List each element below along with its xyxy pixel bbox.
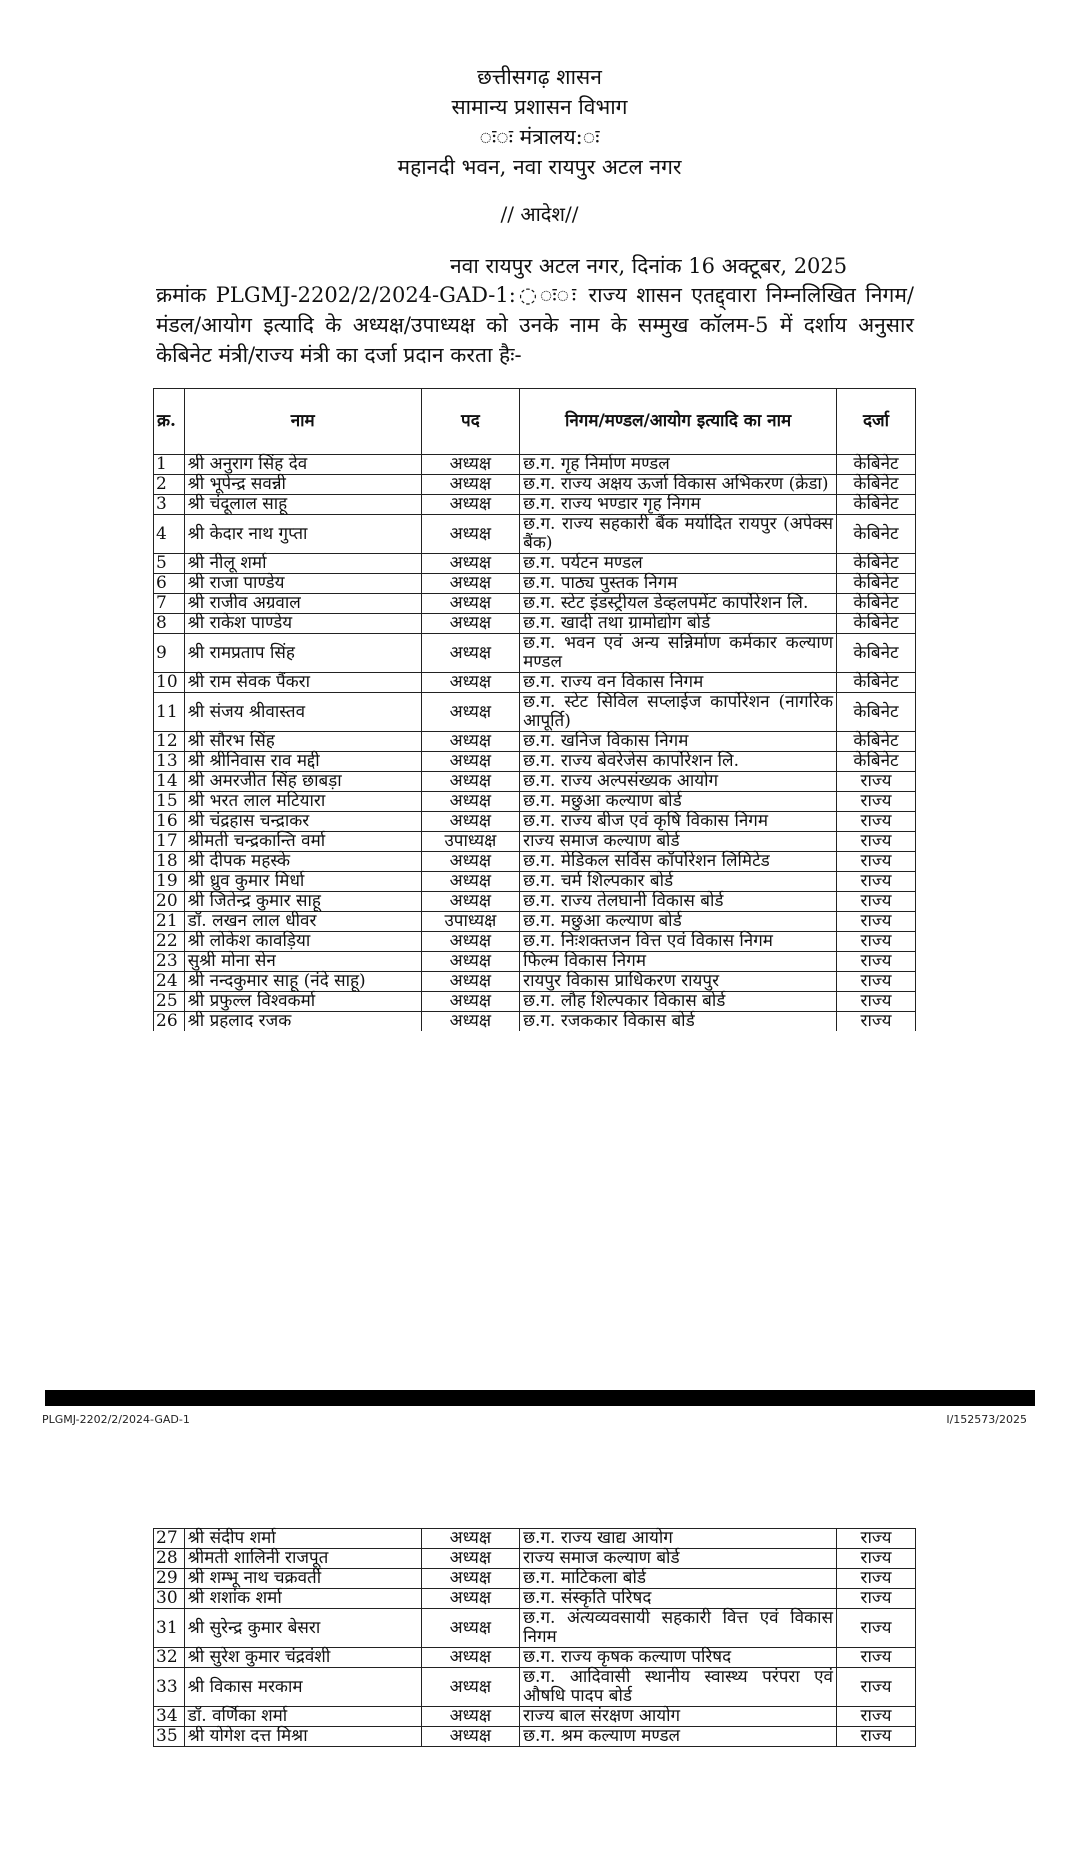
rank-cell: केबिनेट xyxy=(837,752,916,772)
table-row xyxy=(154,1549,916,1569)
serial-number-cell: 12 xyxy=(154,732,185,752)
serial-number-cell: 13 xyxy=(154,752,185,772)
organization-cell: छ.ग. भवन एवं अन्य सन्निर्माण कर्मकार कल्याण मण्डल xyxy=(520,634,837,673)
name-cell: श्री राम सेवक पैंकरा xyxy=(184,673,421,693)
table-row xyxy=(154,1648,916,1668)
rank-cell: राज्य xyxy=(837,872,916,892)
footer-file-number: PLGMJ-2202/2/2024-GAD-1 xyxy=(42,1413,190,1426)
post-cell: अध्यक्ष xyxy=(421,475,519,495)
post-cell: अध्यक्ष xyxy=(421,752,519,772)
post-cell: अध्यक्ष xyxy=(421,772,519,792)
serial-number-cell: 24 xyxy=(154,972,185,992)
post-cell: अध्यक्ष xyxy=(421,574,519,594)
serial-number-cell: 35 xyxy=(154,1727,185,1747)
name-cell: श्री शशांक शर्मा xyxy=(184,1589,421,1609)
table-row xyxy=(154,594,916,614)
name-cell: श्रीमती शालिनी राजपूत xyxy=(184,1549,421,1569)
rank-cell: केबिनेट xyxy=(837,475,916,495)
rank-cell: राज्य xyxy=(837,912,916,932)
organization-cell: छ.ग. चर्म शिल्पकार बोर्ड xyxy=(520,872,837,892)
rank-cell: राज्य xyxy=(837,1012,916,1032)
post-cell: अध्यक्ष xyxy=(421,594,519,614)
serial-number-cell: 1 xyxy=(154,455,185,475)
table-row xyxy=(154,1668,916,1707)
table-row xyxy=(154,455,916,475)
organization-cell: छ.ग. खनिज विकास निगम xyxy=(520,732,837,752)
rank-cell: राज्य xyxy=(837,772,916,792)
post-cell: अध्यक्ष xyxy=(421,892,519,912)
table-row xyxy=(154,673,916,693)
post-cell: अध्यक्ष xyxy=(421,455,519,475)
post-cell: अध्यक्ष xyxy=(421,792,519,812)
organization-cell: छ.ग. मछुआ कल्याण बोर्ड xyxy=(520,792,837,812)
letterhead-government: छत्तीसगढ़ शासन xyxy=(477,65,602,89)
header-organization: निगम/मण्डल/आयोग इत्यादि का नाम xyxy=(520,389,837,455)
post-cell: अध्यक्ष xyxy=(421,972,519,992)
post-cell: अध्यक्ष xyxy=(421,932,519,952)
serial-number-cell: 8 xyxy=(154,614,185,634)
rank-cell: केबिनेट xyxy=(837,634,916,673)
table-row xyxy=(154,574,916,594)
post-cell: अध्यक्ष xyxy=(421,673,519,693)
name-cell: डॉ. लखन लाल धीवर xyxy=(184,912,421,932)
footer-receipt-number: I/152573/2025 xyxy=(946,1413,1027,1426)
letterhead-address: महानदी भवन, नवा रायपुर अटल नगर xyxy=(397,155,682,179)
table-row xyxy=(154,912,916,932)
serial-number-cell: 17 xyxy=(154,832,185,852)
name-cell: श्री भूपेन्द्र सवन्नी xyxy=(184,475,421,495)
organization-cell: छ.ग. राज्य भण्डार गृह निगम xyxy=(520,495,837,515)
header-rank: दर्जा xyxy=(837,389,916,455)
name-cell: सुश्री मोना सेन xyxy=(184,952,421,972)
table-header-row xyxy=(154,389,916,455)
rank-cell: केबिनेट xyxy=(837,554,916,574)
table-body-page-1 xyxy=(154,455,916,1032)
serial-number-cell: 34 xyxy=(154,1707,185,1727)
organization-cell: छ.ग. राज्य कृषक कल्याण परिषद xyxy=(520,1648,837,1668)
rank-cell: राज्य xyxy=(837,1529,916,1549)
rank-cell: राज्य xyxy=(837,1707,916,1727)
organization-cell: छ.ग. रजककार विकास बोर्ड xyxy=(520,1012,837,1032)
rank-cell: राज्य xyxy=(837,932,916,952)
order-intro-paragraph: क्रमांक PLGMJ-2202/2/2024-GAD-1:◌ः◌ः राज्य शासन एतद्द्वारा निम्नलिखित निगम/मंडल/आयोग इत्यादि के अध्यक्ष/उपाध्यक्ष को उनके नाम के सम्मुख कॉलम-5 में दर्शाय अनुसार केबिनेट मंत्री/राज्य मंत्री का दर्जा प्रदान करता हैः- xyxy=(156,283,914,367)
header-post: पद xyxy=(421,389,519,455)
table-row xyxy=(154,872,916,892)
name-cell: श्री लोकेश कावड़िया xyxy=(184,932,421,952)
table-body-page-2 xyxy=(154,1529,916,1747)
rank-cell: केबिनेट xyxy=(837,495,916,515)
table-row xyxy=(154,554,916,574)
table-row xyxy=(154,792,916,812)
name-cell: श्री सुरेन्द्र कुमार बेसरा xyxy=(184,1609,421,1648)
serial-number-cell: 31 xyxy=(154,1609,185,1648)
name-cell: श्री सौरभ सिंह xyxy=(184,732,421,752)
post-cell: अध्यक्ष xyxy=(421,1609,519,1648)
header-name: नाम xyxy=(184,389,421,455)
post-cell: अध्यक्ष xyxy=(421,693,519,732)
post-cell: अध्यक्ष xyxy=(421,1589,519,1609)
organization-cell: फिल्म विकास निगम xyxy=(520,952,837,972)
organization-cell: छ.ग. राज्य खाद्य आयोग xyxy=(520,1529,837,1549)
name-cell: श्री सुरेश कुमार चंद्रवंशी xyxy=(184,1648,421,1668)
name-cell: श्री केदार नाथ गुप्ता xyxy=(184,515,421,554)
post-cell: अध्यक्ष xyxy=(421,495,519,515)
serial-number-cell: 16 xyxy=(154,812,185,832)
organization-cell: छ.ग. राज्य बीज एवं कृषि विकास निगम xyxy=(520,812,837,832)
post-cell: अध्यक्ष xyxy=(421,1012,519,1032)
serial-number-cell: 15 xyxy=(154,792,185,812)
table-row xyxy=(154,1727,916,1747)
table-row xyxy=(154,515,916,554)
rank-cell: राज्य xyxy=(837,1648,916,1668)
serial-number-cell: 2 xyxy=(154,475,185,495)
post-cell: अध्यक्ष xyxy=(421,732,519,752)
name-cell: श्री चंदूलाल साहू xyxy=(184,495,421,515)
post-cell: अध्यक्ष xyxy=(421,554,519,574)
table-row xyxy=(154,992,916,1012)
serial-number-cell: 27 xyxy=(154,1529,185,1549)
name-cell: श्री नीलू शर्मा xyxy=(184,554,421,574)
table-row xyxy=(154,693,916,732)
post-cell: अध्यक्ष xyxy=(421,812,519,832)
serial-number-cell: 33 xyxy=(154,1668,185,1707)
table-row xyxy=(154,1609,916,1648)
post-cell: अध्यक्ष xyxy=(421,634,519,673)
name-cell: श्री राकेश पाण्डेय xyxy=(184,614,421,634)
name-cell: श्री राजा पाण्डेय xyxy=(184,574,421,594)
name-cell: श्री संजय श्रीवास्तव xyxy=(184,693,421,732)
name-cell: श्री विकास मरकाम xyxy=(184,1668,421,1707)
rank-cell: केबिनेट xyxy=(837,515,916,554)
appointments-table-page-1 xyxy=(153,388,916,1031)
table-row xyxy=(154,812,916,832)
post-cell: अध्यक्ष xyxy=(421,1529,519,1549)
serial-number-cell: 10 xyxy=(154,673,185,693)
rank-cell: राज्य xyxy=(837,792,916,812)
rank-cell: राज्य xyxy=(837,1727,916,1747)
name-cell: श्री जितेन्द्र कुमार साहू xyxy=(184,892,421,912)
appointments-table-page-2 xyxy=(153,1528,916,1747)
serial-number-cell: 11 xyxy=(154,693,185,732)
rank-cell: केबिनेट xyxy=(837,574,916,594)
post-cell: अध्यक्ष xyxy=(421,1727,519,1747)
post-cell: अध्यक्ष xyxy=(421,1707,519,1727)
name-cell: श्री योगेश दत्त मिश्रा xyxy=(184,1727,421,1747)
post-cell: अध्यक्ष xyxy=(421,515,519,554)
rank-cell: राज्य xyxy=(837,832,916,852)
organization-cell: राज्य बाल संरक्षण आयोग xyxy=(520,1707,837,1727)
serial-number-cell: 28 xyxy=(154,1549,185,1569)
rank-cell: राज्य xyxy=(837,952,916,972)
rank-cell: केबिनेट xyxy=(837,455,916,475)
post-cell: उपाध्यक्ष xyxy=(421,912,519,932)
name-cell: श्री भरत लाल मटियारा xyxy=(184,792,421,812)
order-title: // आदेश// xyxy=(500,202,579,226)
rank-cell: राज्य xyxy=(837,1569,916,1589)
serial-number-cell: 32 xyxy=(154,1648,185,1668)
organization-cell: छ.ग. राज्य अक्षय ऊर्जा विकास अभिकरण (क्रेडा) xyxy=(520,475,837,495)
post-cell: अध्यक्ष xyxy=(421,1569,519,1589)
name-cell: श्री चंद्रहास चन्द्राकर xyxy=(184,812,421,832)
page-separator xyxy=(45,1390,1035,1406)
post-cell: अध्यक्ष xyxy=(421,872,519,892)
rank-cell: राज्य xyxy=(837,1549,916,1569)
organization-cell: छ.ग. स्टेट सिविल सप्लाईज कार्पोरेशन (नागरिक आपूर्ति) xyxy=(520,693,837,732)
post-cell: अध्यक्ष xyxy=(421,614,519,634)
table-row xyxy=(154,1707,916,1727)
table-row xyxy=(154,495,916,515)
post-cell: अध्यक्ष xyxy=(421,1648,519,1668)
rank-cell: केबिनेट xyxy=(837,732,916,752)
serial-number-cell: 4 xyxy=(154,515,185,554)
table-row xyxy=(154,752,916,772)
table-row xyxy=(154,852,916,872)
rank-cell: केबिनेट xyxy=(837,594,916,614)
organization-cell: छ.ग. खादी तथा ग्रामोद्योग बोर्ड xyxy=(520,614,837,634)
table-row xyxy=(154,475,916,495)
organization-cell: राज्य समाज कल्याण बोर्ड xyxy=(520,1549,837,1569)
header-serial-number: क्र. xyxy=(154,389,185,455)
table-row xyxy=(154,1589,916,1609)
organization-cell: छ.ग. संस्कृति परिषद xyxy=(520,1589,837,1609)
organization-cell: छ.ग. राज्य अल्पसंख्यक आयोग xyxy=(520,772,837,792)
serial-number-cell: 25 xyxy=(154,992,185,1012)
table-row xyxy=(154,772,916,792)
table-row xyxy=(154,634,916,673)
serial-number-cell: 3 xyxy=(154,495,185,515)
organization-cell: छ.ग. आदिवासी स्थानीय स्वास्थ्य परंपरा एवं औषधि पादप बोर्ड xyxy=(520,1668,837,1707)
name-cell: श्रीमती चन्द्रकान्ति वर्मा xyxy=(184,832,421,852)
table-row xyxy=(154,1529,916,1549)
table-row xyxy=(154,1012,916,1032)
serial-number-cell: 14 xyxy=(154,772,185,792)
letterhead-ministry: ◌ः◌ः मंत्रालय:◌ः xyxy=(479,125,600,149)
rank-cell: राज्य xyxy=(837,1609,916,1648)
name-cell: श्री नन्दकुमार साहू (नंदे साहू) xyxy=(184,972,421,992)
serial-number-cell: 9 xyxy=(154,634,185,673)
serial-number-cell: 26 xyxy=(154,1012,185,1032)
serial-number-cell: 6 xyxy=(154,574,185,594)
organization-cell: छ.ग. मछुआ कल्याण बोर्ड xyxy=(520,912,837,932)
name-cell: श्री अमरजीत सिंह छाबड़ा xyxy=(184,772,421,792)
post-cell: अध्यक्ष xyxy=(421,1549,519,1569)
table-row xyxy=(154,972,916,992)
post-cell: अध्यक्ष xyxy=(421,952,519,972)
table-row xyxy=(154,1569,916,1589)
organization-cell: छ.ग. अंत्यव्यवसायी सहकारी वित्त एवं विकास निगम xyxy=(520,1609,837,1648)
table-row xyxy=(154,932,916,952)
name-cell: श्री श्रीनिवास राव मद्दी xyxy=(184,752,421,772)
serial-number-cell: 5 xyxy=(154,554,185,574)
name-cell: श्री संदीप शर्मा xyxy=(184,1529,421,1549)
table-row xyxy=(154,952,916,972)
rank-cell: राज्य xyxy=(837,1668,916,1707)
organization-cell: छ.ग. लौह शिल्पकार विकास बोर्ड xyxy=(520,992,837,1012)
rank-cell: राज्य xyxy=(837,812,916,832)
organization-cell: छ.ग. निःशक्तजन वित्त एवं विकास निगम xyxy=(520,932,837,952)
rank-cell: राज्य xyxy=(837,992,916,1012)
name-cell: श्री राजीव अग्रवाल xyxy=(184,594,421,614)
table-row xyxy=(154,892,916,912)
serial-number-cell: 22 xyxy=(154,932,185,952)
post-cell: अध्यक्ष xyxy=(421,992,519,1012)
name-cell: श्री रामप्रताप सिंह xyxy=(184,634,421,673)
rank-cell: राज्य xyxy=(837,892,916,912)
post-cell: अध्यक्ष xyxy=(421,1668,519,1707)
rank-cell: राज्य xyxy=(837,972,916,992)
table-row xyxy=(154,614,916,634)
post-cell: उपाध्यक्ष xyxy=(421,832,519,852)
serial-number-cell: 20 xyxy=(154,892,185,912)
name-cell: श्री ध्रुव कुमार मिर्धा xyxy=(184,872,421,892)
rank-cell: केबिनेट xyxy=(837,673,916,693)
name-cell: डॉ. वर्णिका शर्मा xyxy=(184,1707,421,1727)
letterhead-department: सामान्य प्रशासन विभाग xyxy=(451,95,628,119)
organization-cell: छ.ग. पाठ्य पुस्तक निगम xyxy=(520,574,837,594)
organization-cell: छ.ग. मेडिकल सर्विस कॉर्पोरेशन लिमिटेड xyxy=(520,852,837,872)
serial-number-cell: 29 xyxy=(154,1569,185,1589)
rank-cell: केबिनेट xyxy=(837,693,916,732)
serial-number-cell: 21 xyxy=(154,912,185,932)
rank-cell: राज्य xyxy=(837,852,916,872)
organization-cell: छ.ग. स्टेट इंडस्ट्रीयल डेव्हलपमेंट कार्पोरेशन लि. xyxy=(520,594,837,614)
organization-cell: छ.ग. माटिकला बोर्ड xyxy=(520,1569,837,1589)
organization-cell: छ.ग. राज्य सहकारी बैंक मर्यादित रायपुर (अपेक्स बैंक) xyxy=(520,515,837,554)
organization-cell: छ.ग. श्रम कल्याण मण्डल xyxy=(520,1727,837,1747)
name-cell: श्री प्रफुल्ल विश्वकर्मा xyxy=(184,992,421,1012)
table-row xyxy=(154,732,916,752)
serial-number-cell: 30 xyxy=(154,1589,185,1609)
serial-number-cell: 23 xyxy=(154,952,185,972)
order-dateline: नवा रायपुर अटल नगर, दिनांक 16 अक्टूबर, 2025 xyxy=(450,254,848,278)
serial-number-cell: 7 xyxy=(154,594,185,614)
organization-cell: छ.ग. राज्य वन विकास निगम xyxy=(520,673,837,693)
organization-cell: राज्य समाज कल्याण बोर्ड xyxy=(520,832,837,852)
organization-cell: छ.ग. राज्य तेलघानी विकास बोर्ड xyxy=(520,892,837,912)
serial-number-cell: 19 xyxy=(154,872,185,892)
organization-cell: छ.ग. गृह निर्माण मण्डल xyxy=(520,455,837,475)
serial-number-cell: 18 xyxy=(154,852,185,872)
post-cell: अध्यक्ष xyxy=(421,852,519,872)
letterhead xyxy=(0,62,1079,182)
name-cell: श्री प्रहलाद रजक xyxy=(184,1012,421,1032)
name-cell: श्री दीपक महस्के xyxy=(184,852,421,872)
name-cell: श्री शम्भू नाथ चक्रवर्ती xyxy=(184,1569,421,1589)
name-cell: श्री अनुराग सिंह देव xyxy=(184,455,421,475)
rank-cell: केबिनेट xyxy=(837,614,916,634)
organization-cell: रायपुर विकास प्राधिकरण रायपुर xyxy=(520,972,837,992)
rank-cell: राज्य xyxy=(837,1589,916,1609)
organization-cell: छ.ग. पर्यटन मण्डल xyxy=(520,554,837,574)
organization-cell: छ.ग. राज्य बेवरेजेस कार्पोरेशन लि. xyxy=(520,752,837,772)
table-row xyxy=(154,832,916,852)
